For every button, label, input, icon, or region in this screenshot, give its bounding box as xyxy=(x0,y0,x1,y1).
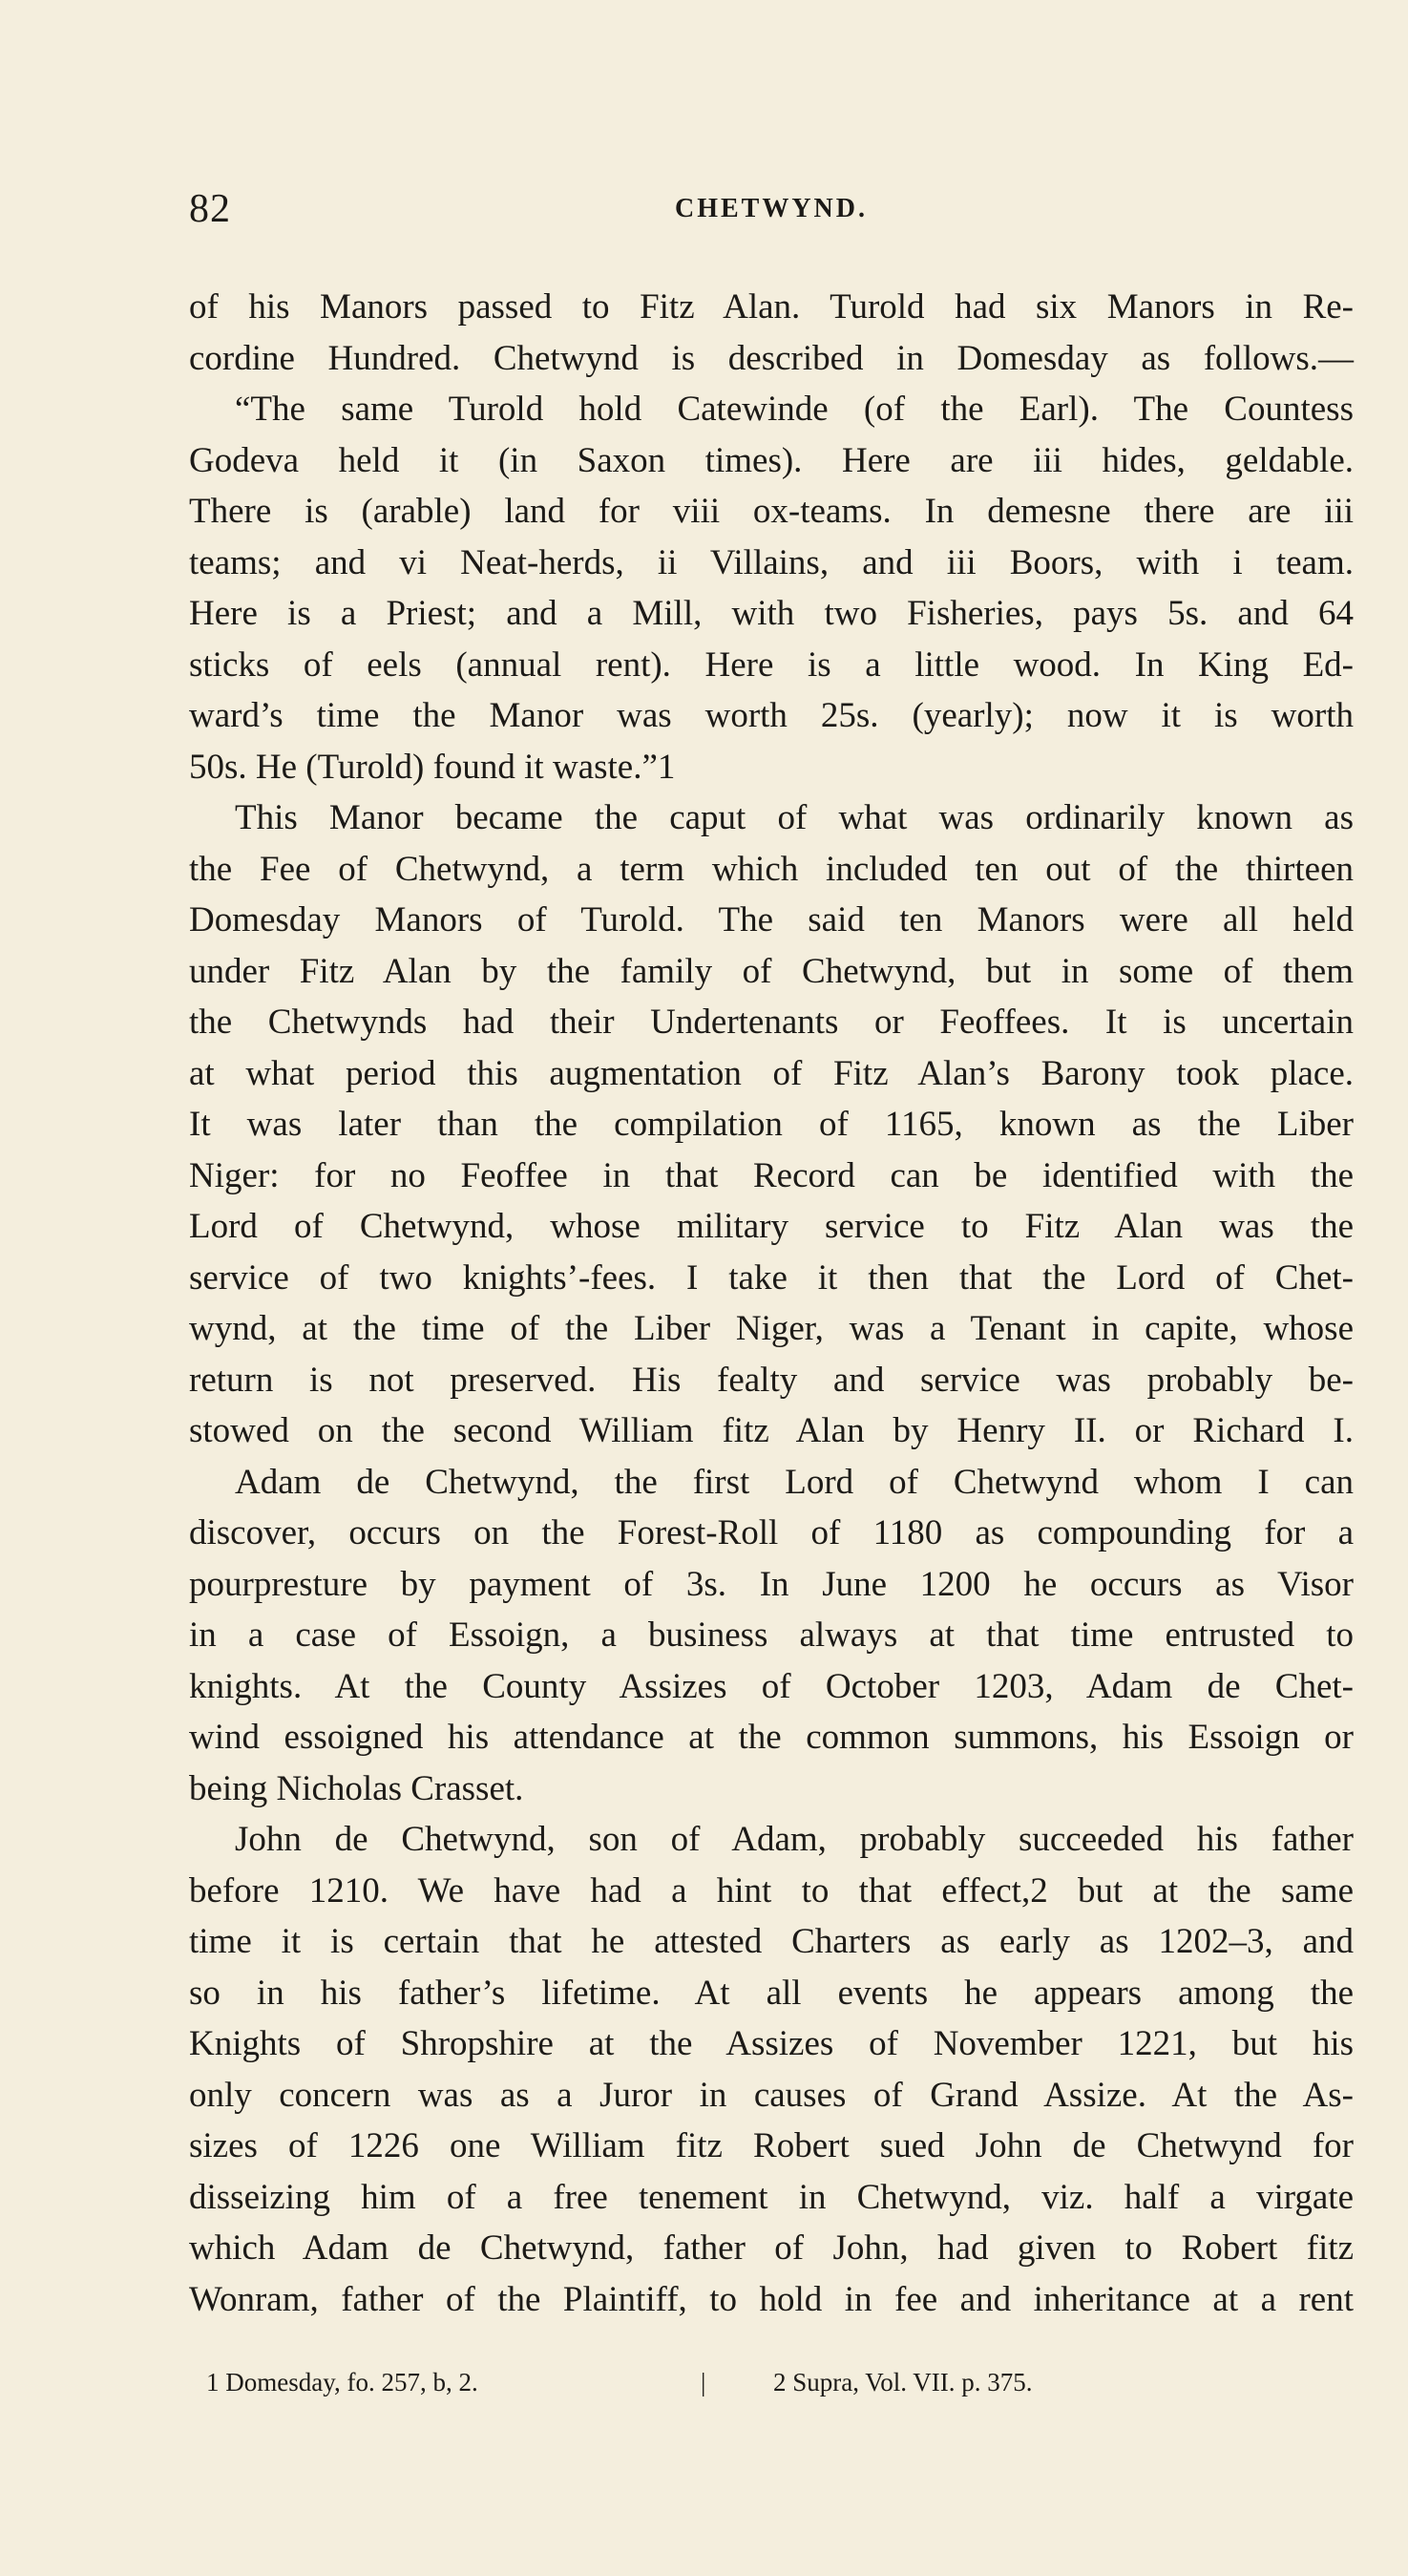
footnote-2: 2 Supra, Vol. VII. p. 375. xyxy=(773,2368,1033,2397)
text-line: return is not preserved. His fealty and service was probably be- xyxy=(189,1360,1354,1400)
text-line: This Manor became the caput of what was ordinarily known as xyxy=(235,798,1354,837)
text-line: knights. At the County Assizes of October 1203, Adam de Chet- xyxy=(189,1666,1354,1706)
text-line: stowed on the second William fitz Alan by Henry II. or Richard I. xyxy=(189,1411,1354,1450)
text-line: pourpresture by payment of 3s. In June 1200 he occurs as Visor xyxy=(189,1564,1354,1604)
text-line: before 1210. We have had a hint to that effect,2 but at the same xyxy=(189,1870,1354,1911)
text-line: John de Chetwynd, son of Adam, probably succeeded his father xyxy=(235,1820,1354,1859)
text-line: It was later than the compilation of 1165, known as the Liber xyxy=(189,1105,1354,1144)
text-line: discover, occurs on the Forest-Roll of 1180 as compounding for a xyxy=(189,1513,1354,1552)
text-line: so in his father’s lifetime. At all events he appears among the xyxy=(189,1973,1354,2013)
page-number: 82 xyxy=(189,187,231,231)
text-line: disseizing him of a free tenement in Chetwynd, viz. half a virgate xyxy=(189,2177,1354,2217)
text-line: only concern was as a Juror in causes of Grand Assize. At the As- xyxy=(189,2075,1354,2115)
text-line: cordine Hundred. Chetwynd is described in Domesday as follows.— xyxy=(189,338,1354,378)
text-line: sizes of 1226 one William fitz Robert sued John de Chetwynd for xyxy=(189,2126,1354,2165)
running-head: CHETWYND. xyxy=(674,194,868,223)
text-line: Domesday Manors of Turold. The said ten Manors were all held xyxy=(189,900,1354,940)
footnote-separator: | xyxy=(701,2368,706,2397)
text-line: time it is certain that he attested Charters as early as 1202–3, and xyxy=(189,1922,1354,1961)
text-line: being Nicholas Crasset. xyxy=(189,1768,524,1808)
text-line: 50s. He (Turold) found it waste.”1 xyxy=(189,747,676,787)
text-line: teams; and vi Neat-herds, ii Villains, and iii Boors, with i team. xyxy=(189,542,1354,582)
text-line: wind essoigned his attendance at the common summons, his Essoign or xyxy=(189,1718,1354,1757)
text-line: of his Manors passed to Fitz Alan. Turold had six Manors in Re- xyxy=(189,287,1354,327)
text-line: sticks of eels (annual rent). Here is a little wood. In King Ed- xyxy=(189,644,1354,685)
text-line: There is (arable) land for viii ox-teams. In demesne there are iii xyxy=(189,492,1354,531)
body-text xyxy=(189,282,1354,2325)
text-line: wynd, at the time of the Liber Niger, was a Tenant in capite, whose xyxy=(189,1309,1354,1348)
text-line: the Chetwynds had their Undertenants or Feoffees. It is uncertain xyxy=(189,1003,1354,1042)
text-line: Adam de Chetwynd, the first Lord of Chetwynd whom I can xyxy=(235,1462,1354,1502)
text-line: service of two knights’-fees. I take it then that the Lord of Chet- xyxy=(189,1257,1354,1298)
text-line: at what period this augmentation of Fitz Alan’s Barony took place. xyxy=(189,1053,1354,1093)
text-line: in a case of Essoign, a business always at that time entrusted to xyxy=(189,1615,1354,1655)
text-line: ward’s time the Manor was worth 25s. (yearly); now it is worth xyxy=(189,696,1354,735)
footnote-1: 1 Domesday, fo. 257, b, 2. xyxy=(206,2368,478,2397)
text-line: the Fee of Chetwynd, a term which included ten out of the thirteen xyxy=(189,849,1354,889)
text-line: Knights of Shropshire at the Assizes of November 1221, but his xyxy=(189,2024,1354,2063)
text-line: which Adam de Chetwynd, father of John, had given to Robert fitz xyxy=(189,2228,1354,2268)
text-line: under Fitz Alan by the family of Chetwynd, but in some of them xyxy=(189,951,1354,991)
text-line: Lord of Chetwynd, whose military service to Fitz Alan was the xyxy=(189,1207,1354,1246)
text-line: “The same Turold hold Catewinde (of the Earl). The Countess xyxy=(235,390,1354,429)
text-line: Godeva held it (in Saxon times). Here are iii hides, geldable. xyxy=(189,440,1354,480)
page-header xyxy=(189,186,1354,234)
text-line: Here is a Priest; and a Mill, with two Fisheries, pays 5s. and 64 xyxy=(189,594,1354,633)
text-line: Wonram, father of the Plaintiff, to hold in fee and inheritance at a rent xyxy=(189,2279,1354,2319)
book-page xyxy=(189,0,1354,2576)
text-line: Niger: for no Feoffee in that Record can be identified with the xyxy=(189,1155,1354,1195)
